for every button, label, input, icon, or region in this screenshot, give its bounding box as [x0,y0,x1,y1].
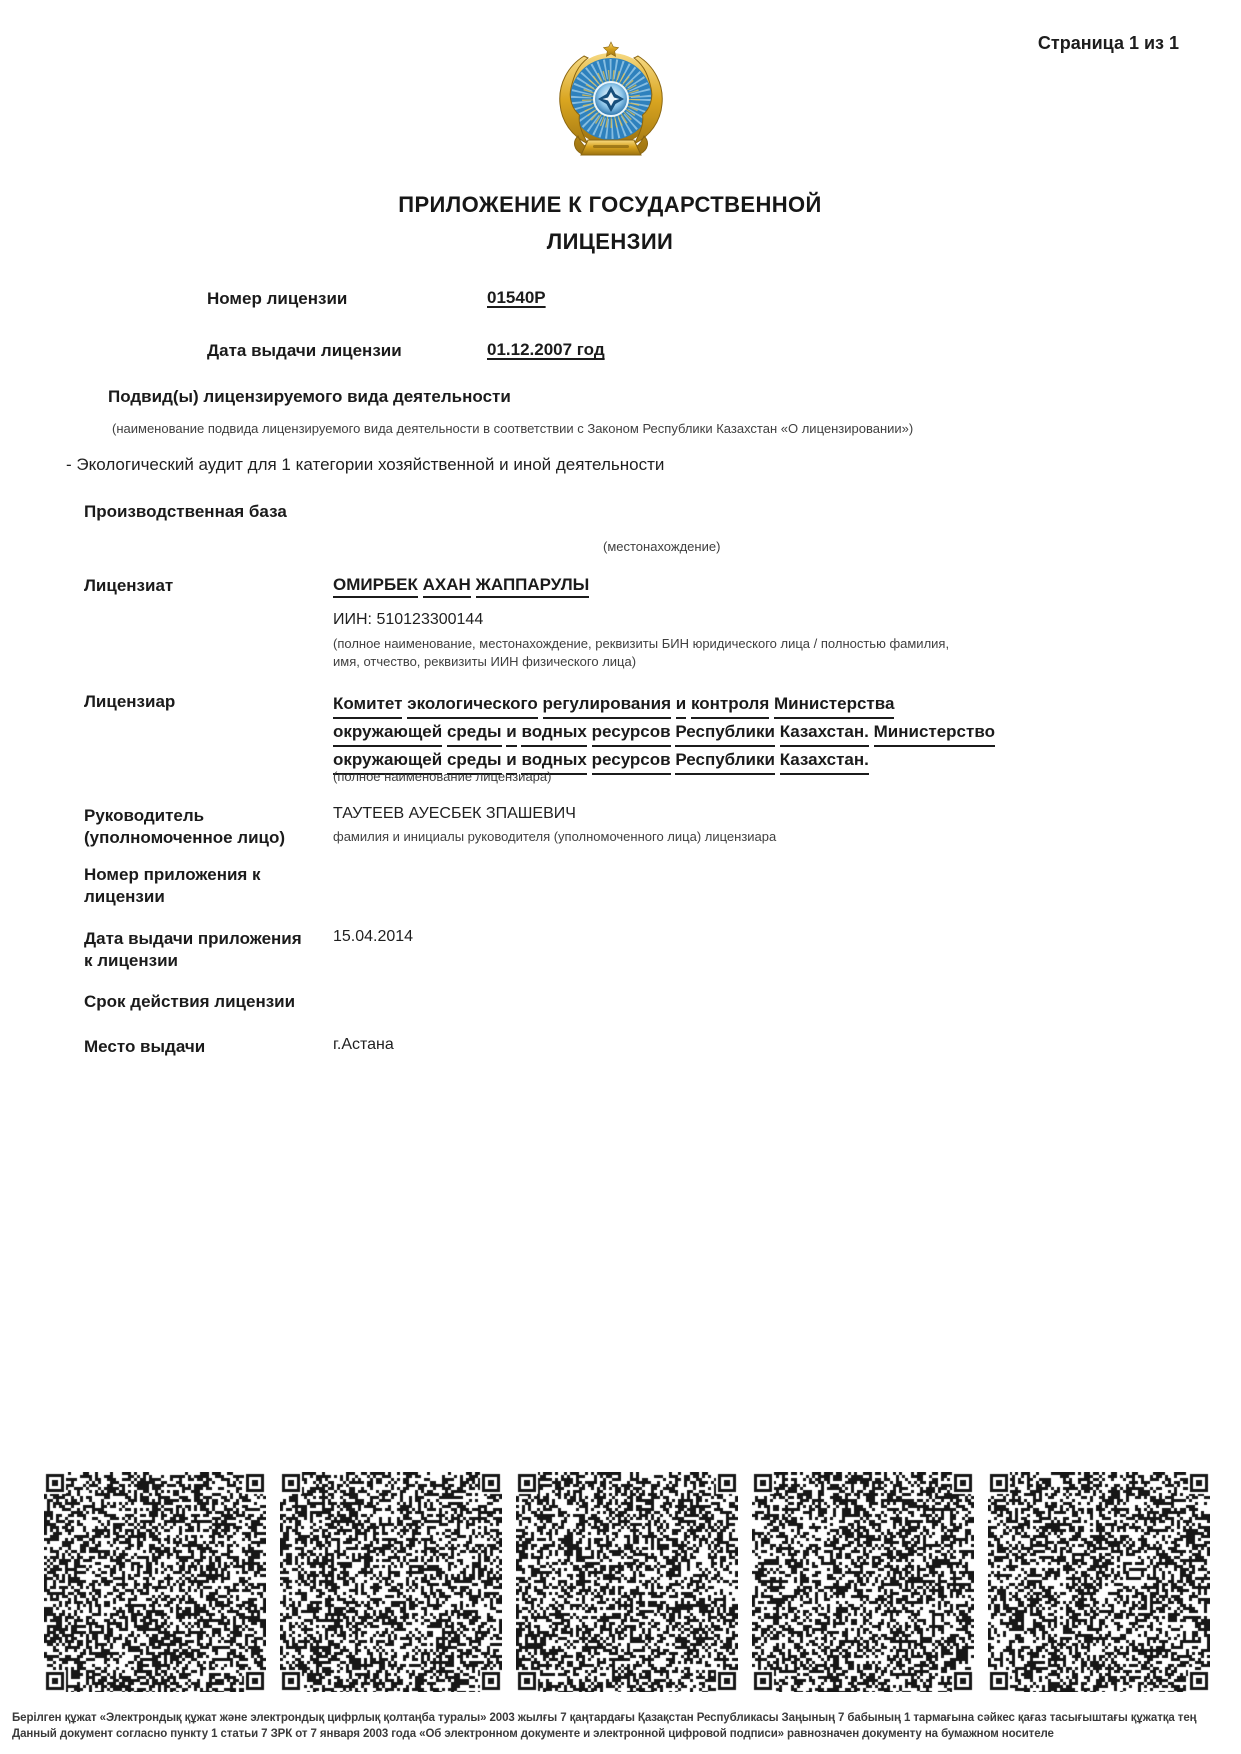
license-number-label: Номер лицензии [207,289,348,308]
licensee-name: ОМИРБЕК АХАН ЖАППАРУЛЫ [333,575,589,598]
document-title-line1: ПРИЛОЖЕНИЕ К ГОСУДАРСТВЕННОЙ [398,192,822,217]
kazakhstan-emblem-icon [548,38,674,162]
subtype-heading: Подвид(ы) лицензируемого вида деятельности [108,387,511,406]
appendix-number-label-line2: лицензии [84,887,165,906]
licensee-label: Лицензиат [84,576,174,595]
qr-code-4 [752,1472,974,1692]
head-official-label [84,805,285,849]
licensee-note-line1: (полное наименование, местонахождение, реквизиты БИН юридического лица / полностью фамилия, [333,636,950,651]
subtype-item: - Экологический аудит для 1 категории хозяйственной и иной деятельности [66,455,665,474]
licensor-label: Лицензиар [84,692,176,711]
licensor-name-line3: окружающей среды и водных ресурсов Республики Казахстан. [333,747,995,775]
appendix-date-value: 15.04.2014 [333,928,414,945]
qr-code-1 [44,1472,266,1692]
document-title-line2: ЛИЦЕНЗИИ [546,229,674,254]
licensee-note [333,635,949,671]
subtype-note: (наименование подвида лицензируемого вида деятельности в соответствии с Законом Республики Казахстан «О лицензировании») [112,421,914,436]
head-official-note: фамилия и инициалы руководителя (уполномоченного лица) лицензиара [333,829,777,844]
qr-code-5 [988,1472,1210,1692]
issue-place-value: г.Астана [333,1036,394,1053]
licensee-iin: ИИН: 510123300144 [333,611,484,628]
appendix-number-label-line1: Номер приложения к [84,865,261,884]
production-base-note: (местонахождение) [603,539,721,554]
appendix-number-label [84,864,261,908]
appendix-date-label-line2: к лицензии [84,951,179,970]
page-number: Страница 1 из 1 [1037,33,1179,53]
licensor-name [333,691,995,775]
head-official-label-line2: (уполномоченное лицо) [84,828,286,847]
appendix-date-label-line1: Дата выдачи приложения [84,929,302,948]
head-official-name: ТАУТЕЕВ АУЕСБЕК ЗПАШЕВИЧ [333,805,576,822]
qr-code-3 [516,1472,738,1692]
licensor-name-line1: Комитет экологического регулирования и контроля Министерства [333,691,995,719]
license-number-value: 01540Р [487,288,546,307]
license-date-label: Дата выдачи лицензии [207,341,402,360]
document-title [250,186,970,260]
licensee-note-line2: имя, отчество, реквизиты ИИН физического лица) [333,654,637,669]
licensor-name-line2: окружающей среды и водных ресурсов Республики Казахстан. Министерство [333,719,995,747]
validity-label: Срок действия лицензии [84,992,296,1011]
issue-place-label: Место выдачи [84,1037,206,1056]
footer-legal-ru: Данный документ согласно пункту 1 статьи 7 ЗРК от 7 января 2003 года «Об электронном документе и электронной цифровой подписи» равнозначен документу на бумажном носителе [12,1728,1054,1740]
production-base-label: Производственная база [84,502,287,521]
footer-legal-kk: Берілген құжат «Электрондық құжат және электрондық цифрлық қолтаңба туралы» 2003 жылғы 7 қаңтардағы Қазақстан Республикасы Заңының 7 бабының 1 тармағына сәйкес қағаз тасығыштағы құжатқа тең [12,1712,1197,1724]
qr-code-2 [280,1472,502,1692]
appendix-date-label [84,928,302,972]
licensor-note: (полное наименование лицензиара) [333,769,552,784]
signature-qr-strip [44,1472,1214,1692]
license-date-value: 01.12.2007 год [487,340,605,359]
head-official-label-line1: Руководитель [84,806,205,825]
